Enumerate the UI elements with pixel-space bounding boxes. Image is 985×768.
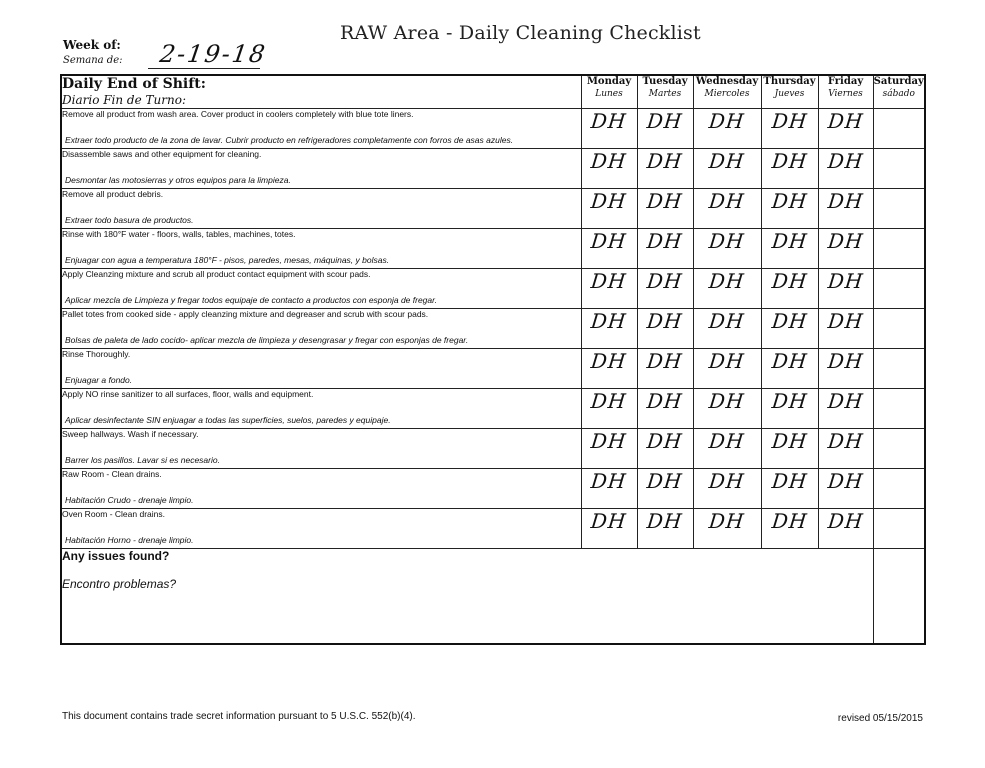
issues-label-spanish: Encontro problemas? — [62, 577, 177, 591]
initials-tuesday: DH — [637, 429, 693, 469]
task-text: Oven Room - Clean drains. — [62, 509, 165, 519]
task-text-spanish: Extraer todo producto de la zona de lavar. Cubrir producto en refrigeradores completamente con forros de asas azules. — [65, 135, 514, 145]
task-row — [61, 189, 925, 229]
section-header — [61, 75, 581, 109]
day-label-spanish: Viernes — [828, 89, 863, 99]
day-header-wednesday — [693, 75, 761, 109]
initials-monday: DH — [581, 429, 637, 469]
day-label-spanish: sábado — [882, 89, 915, 99]
initials-saturday — [873, 229, 925, 269]
initials-wednesday: DH — [693, 509, 761, 549]
initials-tuesday: DH — [637, 189, 693, 229]
day-header-friday — [818, 75, 873, 109]
day-header-monday — [581, 75, 637, 109]
week-value-handwritten: 2-19-18 — [158, 40, 269, 68]
initials-friday: DH — [818, 509, 873, 549]
initials-wednesday: DH — [693, 469, 761, 509]
task-text: Apply Cleanzing mixture and scrub all product contact equipment with scour pads. — [62, 269, 371, 279]
task-cell — [61, 469, 581, 509]
task-text: Sweep hallways. Wash if necessary. — [62, 429, 199, 439]
initials-tuesday: DH — [637, 349, 693, 389]
initials-wednesday: DH — [693, 309, 761, 349]
task-cell — [61, 269, 581, 309]
week-label: Week of: — [63, 38, 121, 52]
initials-friday: DH — [818, 229, 873, 269]
task-row — [61, 269, 925, 309]
initials-thursday: DH — [761, 189, 818, 229]
initials-saturday — [873, 189, 925, 229]
initials-friday: DH — [818, 469, 873, 509]
initials-tuesday: DH — [637, 269, 693, 309]
task-text-spanish: Bolsas de paleta de lado cocido- aplicar mezcla de limpieza y desengrasar y fregar con esponjas de fregar. — [65, 335, 469, 345]
initials-saturday — [873, 109, 925, 149]
initials-thursday: DH — [761, 309, 818, 349]
initials-wednesday: DH — [693, 269, 761, 309]
task-row — [61, 349, 925, 389]
initials-friday: DH — [818, 429, 873, 469]
initials-monday: DH — [581, 109, 637, 149]
day-label: Wednesday — [695, 76, 759, 87]
task-text-spanish: Habitación Crudo - drenaje limpio. — [65, 495, 194, 505]
day-label: Monday — [586, 76, 632, 87]
initials-tuesday: DH — [637, 309, 693, 349]
section-title: Daily End of Shift: — [62, 76, 206, 92]
initials-saturday — [873, 469, 925, 509]
task-row — [61, 509, 925, 549]
initials-saturday — [873, 389, 925, 429]
day-header-saturday — [873, 75, 925, 109]
initials-wednesday: DH — [693, 229, 761, 269]
day-header-tuesday — [637, 75, 693, 109]
task-text: Rinse Thoroughly. — [62, 349, 131, 359]
initials-thursday: DH — [761, 509, 818, 549]
initials-tuesday: DH — [637, 509, 693, 549]
task-text-spanish: Barrer los pasillos. Lavar si es necesario. — [65, 455, 220, 465]
initials-monday: DH — [581, 509, 637, 549]
task-cell — [61, 149, 581, 189]
cleaning-checklist-table — [60, 74, 926, 645]
day-label: Tuesday — [642, 76, 688, 87]
task-text: Disassemble saws and other equipment for cleaning. — [62, 149, 262, 159]
initials-saturday — [873, 429, 925, 469]
initials-thursday: DH — [761, 269, 818, 309]
page-title: RAW Area - Daily Cleaning Checklist — [340, 22, 701, 44]
initials-monday: DH — [581, 229, 637, 269]
task-row — [61, 229, 925, 269]
week-label-spanish: Semana de: — [63, 55, 123, 66]
initials-tuesday: DH — [637, 109, 693, 149]
task-cell — [61, 349, 581, 389]
initials-thursday: DH — [761, 109, 818, 149]
day-label: Friday — [827, 76, 864, 87]
initials-monday: DH — [581, 469, 637, 509]
task-text-spanish: Enjuagar a fondo. — [65, 375, 133, 385]
initials-monday: DH — [581, 349, 637, 389]
task-text-spanish: Extraer todo basura de productos. — [65, 215, 194, 225]
initials-thursday: DH — [761, 229, 818, 269]
task-text-spanish: Aplicar mezcla de Limpieza y fregar todos equipaje de contacto a productos con esponja de fregar. — [65, 295, 438, 305]
task-text: Remove all product from wash area. Cover product in coolers completely with blue tote liners. — [62, 109, 414, 119]
initials-wednesday: DH — [693, 429, 761, 469]
task-text: Pallet totes from cooked side - apply cleanzing mixture and degreaser and scrub with scour pads. — [62, 309, 429, 319]
day-header-thursday — [761, 75, 818, 109]
initials-saturday — [873, 309, 925, 349]
task-text: Rinse with 180°F water - floors, walls, tables, machines, totes. — [62, 229, 296, 239]
initials-saturday — [873, 269, 925, 309]
task-row — [61, 109, 925, 149]
week-underline — [148, 68, 260, 69]
task-cell — [61, 189, 581, 229]
initials-thursday: DH — [761, 429, 818, 469]
task-text-spanish: Enjuagar con agua a temperatura 180°F - pisos, paredes, mesas, máquinas, y bolsas. — [65, 255, 390, 265]
initials-monday: DH — [581, 389, 637, 429]
initials-saturday — [873, 349, 925, 389]
initials-friday: DH — [818, 389, 873, 429]
initials-friday: DH — [818, 269, 873, 309]
initials-friday: DH — [818, 309, 873, 349]
initials-thursday: DH — [761, 469, 818, 509]
task-cell — [61, 429, 581, 469]
task-text-spanish: Desmontar las motosierras y otros equipos para la limpieza. — [65, 175, 291, 185]
issues-label: Any issues found? — [62, 549, 170, 563]
task-row — [61, 389, 925, 429]
task-text: Apply NO rinse sanitizer to all surfaces, floor, walls and equipment. — [62, 389, 314, 399]
initials-wednesday: DH — [693, 109, 761, 149]
task-cell — [61, 229, 581, 269]
task-text: Remove all product debris. — [62, 189, 164, 199]
initials-wednesday: DH — [693, 389, 761, 429]
task-cell — [61, 309, 581, 349]
task-text-spanish: Aplicar desinfectante SIN enjuagar a todas las superficies, suelos, paredes y equipaje. — [65, 415, 391, 425]
task-text-spanish: Habitación Horno - drenaje limpio. — [65, 535, 194, 545]
task-cell — [61, 389, 581, 429]
initials-friday: DH — [818, 149, 873, 189]
initials-monday: DH — [581, 309, 637, 349]
initials-friday: DH — [818, 109, 873, 149]
day-label-spanish: Martes — [648, 89, 682, 99]
initials-friday: DH — [818, 349, 873, 389]
issues-row — [61, 549, 925, 645]
issues-cell — [61, 549, 873, 645]
initials-tuesday: DH — [637, 229, 693, 269]
initials-tuesday: DH — [637, 389, 693, 429]
day-label: Thursday — [763, 76, 816, 87]
initials-tuesday: DH — [637, 469, 693, 509]
task-row — [61, 429, 925, 469]
section-title-spanish: Diario Fin de Turno: — [62, 93, 186, 107]
initials-wednesday: DH — [693, 149, 761, 189]
initials-monday: DH — [581, 149, 637, 189]
trade-secret-notice: This document contains trade secret information pursuant to 5 U.S.C. 552(b)(4). — [62, 711, 416, 722]
issues-saturday-cell — [873, 549, 925, 645]
day-label: Saturday — [873, 76, 924, 87]
task-cell — [61, 109, 581, 149]
initials-thursday: DH — [761, 149, 818, 189]
initials-tuesday: DH — [637, 149, 693, 189]
initials-thursday: DH — [761, 389, 818, 429]
header-row — [61, 75, 925, 109]
initials-saturday — [873, 509, 925, 549]
initials-saturday — [873, 149, 925, 189]
task-row — [61, 149, 925, 189]
initials-monday: DH — [581, 189, 637, 229]
day-label-spanish: Lunes — [595, 89, 623, 99]
initials-friday: DH — [818, 189, 873, 229]
task-row — [61, 469, 925, 509]
task-text: Raw Room - Clean drains. — [62, 469, 162, 479]
initials-wednesday: DH — [693, 349, 761, 389]
initials-wednesday: DH — [693, 189, 761, 229]
revision-date: revised 05/15/2015 — [837, 713, 923, 724]
day-label-spanish: Jueves — [774, 89, 805, 99]
initials-thursday: DH — [761, 349, 818, 389]
task-cell — [61, 509, 581, 549]
initials-monday: DH — [581, 269, 637, 309]
task-row — [61, 309, 925, 349]
day-label-spanish: Miercoles — [704, 89, 750, 99]
